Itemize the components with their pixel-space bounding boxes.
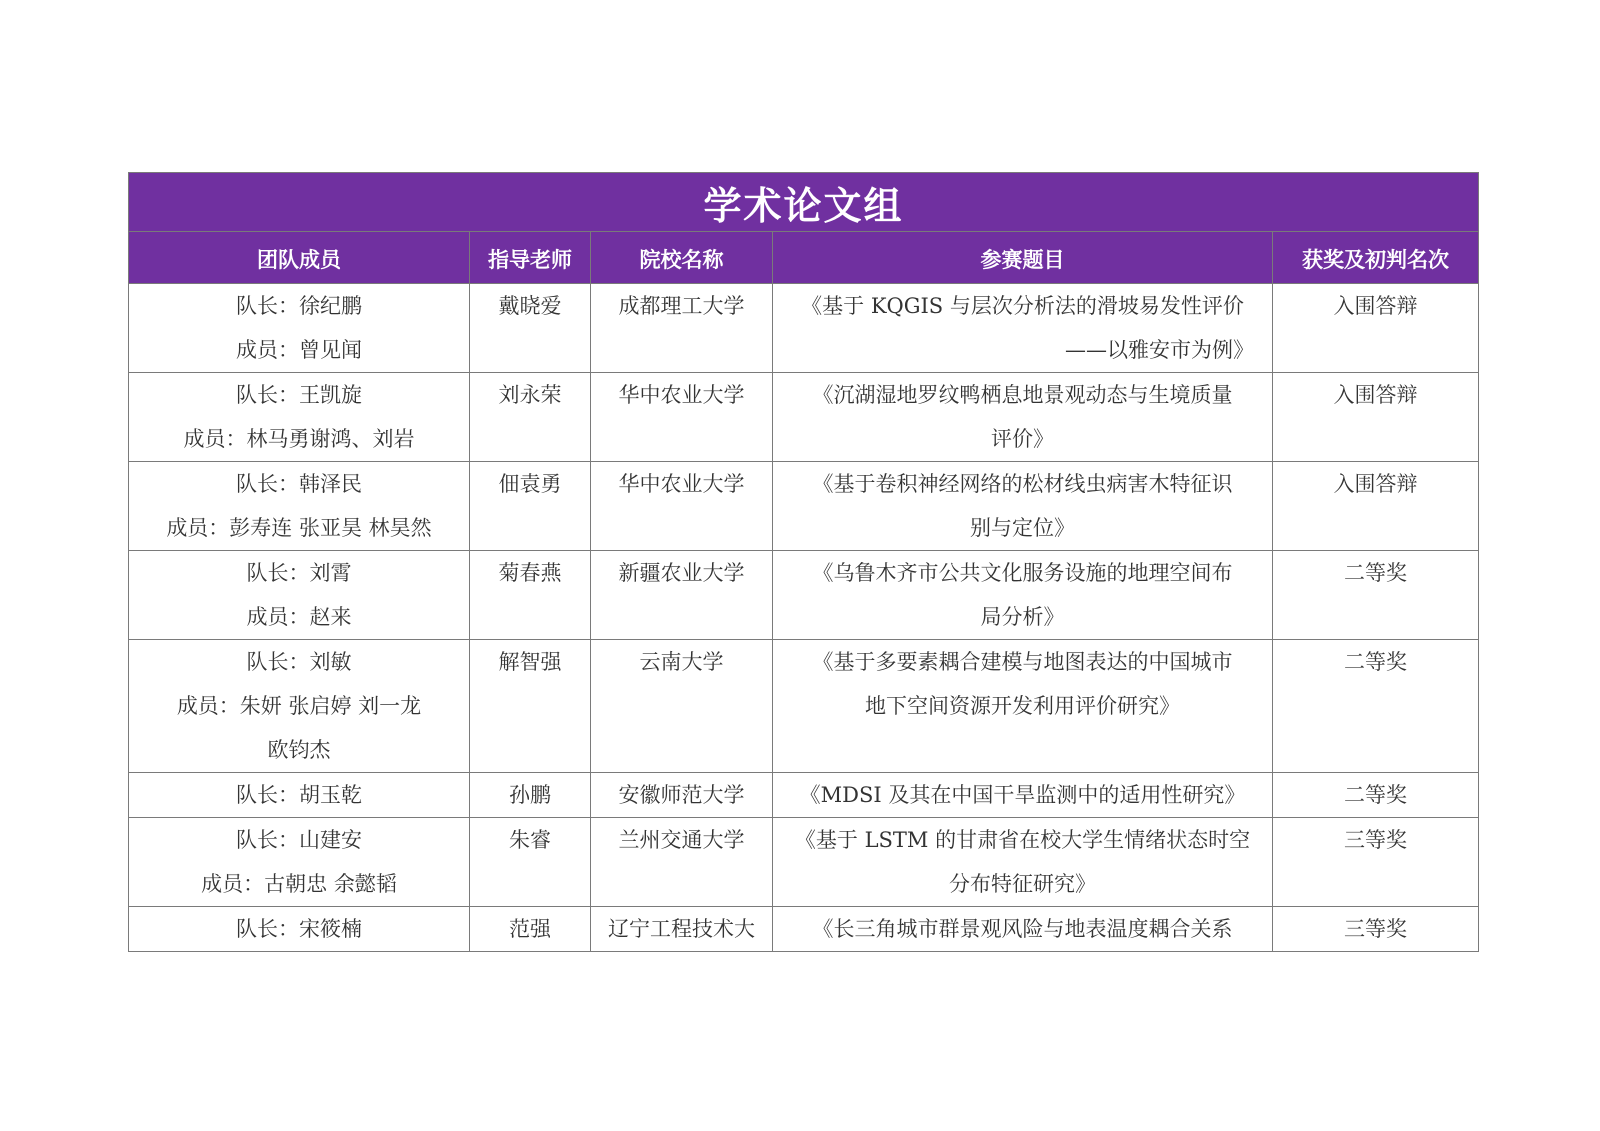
table-row (129, 284, 1479, 373)
member-line: 成员：曾见闻 (236, 338, 362, 362)
table-row (129, 640, 1479, 773)
cell-topic (773, 773, 1273, 818)
cell-school: 成都理工大学 (591, 284, 773, 373)
cell-school: 辽宁工程技术大 (591, 907, 773, 952)
topic-line: 《基于多要素耦合建模与地图表达的中国城市 (812, 650, 1233, 674)
cell-members (129, 462, 470, 551)
cell-school: 华中农业大学 (591, 462, 773, 551)
cell-topic (773, 907, 1273, 952)
cell-school: 兰州交通大学 (591, 818, 773, 907)
cell-members (129, 818, 470, 907)
cell-advisor: 范强 (470, 907, 591, 952)
cell-members (129, 373, 470, 462)
member-line: 队长：刘敏 (246, 650, 352, 674)
member-line: 成员：林马勇谢鸿、刘岩 (183, 427, 415, 451)
member-line: 成员：赵来 (246, 605, 352, 629)
header-advisor: 指导老师 (470, 232, 591, 284)
topic-line: 《基于 KQGIS 与层次分析法的滑坡易发性评价 (801, 294, 1244, 318)
cell-advisor: 朱睿 (470, 818, 591, 907)
cell-award: 二等奖 (1273, 773, 1479, 818)
cell-members (129, 640, 470, 773)
topic-line: 局分析》 (980, 605, 1065, 629)
cell-members (129, 551, 470, 640)
cell-advisor: 刘永荣 (470, 373, 591, 462)
cell-topic (773, 284, 1273, 373)
member-line: 队长：刘霄 (246, 561, 352, 585)
table-title-row (129, 173, 1479, 232)
cell-school: 云南大学 (591, 640, 773, 773)
member-line: 队长：山建安 (236, 828, 362, 852)
cell-award: 二等奖 (1273, 640, 1479, 773)
table-row (129, 907, 1479, 952)
cell-award: 三等奖 (1273, 818, 1479, 907)
table-title: 学术论文组 (129, 173, 1479, 232)
award-table (128, 172, 1479, 952)
cell-award: 二等奖 (1273, 551, 1479, 640)
table-row (129, 773, 1479, 818)
topic-line: 《沉湖湿地罗纹鸭栖息地景观动态与生境质量 (812, 383, 1233, 407)
cell-topic (773, 818, 1273, 907)
topic-line: ——以雅安市为例》 (1065, 338, 1254, 362)
table-row (129, 373, 1479, 462)
header-award: 获奖及初判名次 (1273, 232, 1479, 284)
cell-members (129, 907, 470, 952)
header-topic: 参赛题目 (773, 232, 1273, 284)
topic-line: 分布特征研究》 (949, 872, 1096, 896)
cell-advisor: 孙鹏 (470, 773, 591, 818)
table-header-row (129, 232, 1479, 284)
cell-advisor: 菊春燕 (470, 551, 591, 640)
member-line: 成员：古朝忠 余懿韬 (201, 872, 397, 896)
member-line: 成员：彭寿连 张亚昊 林昊然 (166, 516, 432, 540)
header-members: 团队成员 (129, 232, 470, 284)
cell-award: 入围答辩 (1273, 462, 1479, 551)
topic-line: 《乌鲁木齐市公共文化服务设施的地理空间布 (812, 561, 1233, 585)
cell-advisor: 戴晓爱 (470, 284, 591, 373)
table-row (129, 551, 1479, 640)
member-line: 欧钧杰 (267, 738, 331, 762)
cell-school: 华中农业大学 (591, 373, 773, 462)
table-row (129, 818, 1479, 907)
cell-award: 入围答辩 (1273, 284, 1479, 373)
member-line: 队长：王凯旋 (236, 383, 362, 407)
cell-advisor: 佃袁勇 (470, 462, 591, 551)
member-line: 队长：韩泽民 (236, 472, 362, 496)
cell-award: 三等奖 (1273, 907, 1479, 952)
table-row (129, 462, 1479, 551)
cell-award: 入围答辩 (1273, 373, 1479, 462)
member-line: 成员：朱妍 张启婷 刘一龙 (176, 694, 422, 718)
cell-members (129, 284, 470, 373)
cell-school: 安徽师范大学 (591, 773, 773, 818)
award-table-container (128, 172, 1478, 952)
cell-topic (773, 551, 1273, 640)
member-line: 队长：胡玉乾 (236, 783, 362, 807)
topic-line: 别与定位》 (970, 516, 1075, 540)
cell-topic (773, 640, 1273, 773)
topic-line: 地下空间资源开发利用评价研究》 (865, 694, 1180, 718)
topic-line: 《基于卷积神经网络的松材线虫病害木特征识 (812, 472, 1233, 496)
member-line: 队长：徐纪鹏 (236, 294, 362, 318)
header-school: 院校名称 (591, 232, 773, 284)
topic-line: 《基于 LSTM 的甘肃省在校大学生情绪状态时空 (794, 828, 1251, 852)
cell-school: 新疆农业大学 (591, 551, 773, 640)
cell-members (129, 773, 470, 818)
cell-topic (773, 462, 1273, 551)
topic-line: 《长三角城市群景观风险与地表温度耦合关系 (812, 917, 1233, 941)
cell-advisor: 解智强 (470, 640, 591, 773)
member-line: 队长：宋筱楠 (236, 917, 362, 941)
topic-line: 《MDSI 及其在中国干旱监测中的适用性研究》 (799, 783, 1246, 807)
cell-topic (773, 373, 1273, 462)
topic-line: 评价》 (991, 427, 1054, 451)
